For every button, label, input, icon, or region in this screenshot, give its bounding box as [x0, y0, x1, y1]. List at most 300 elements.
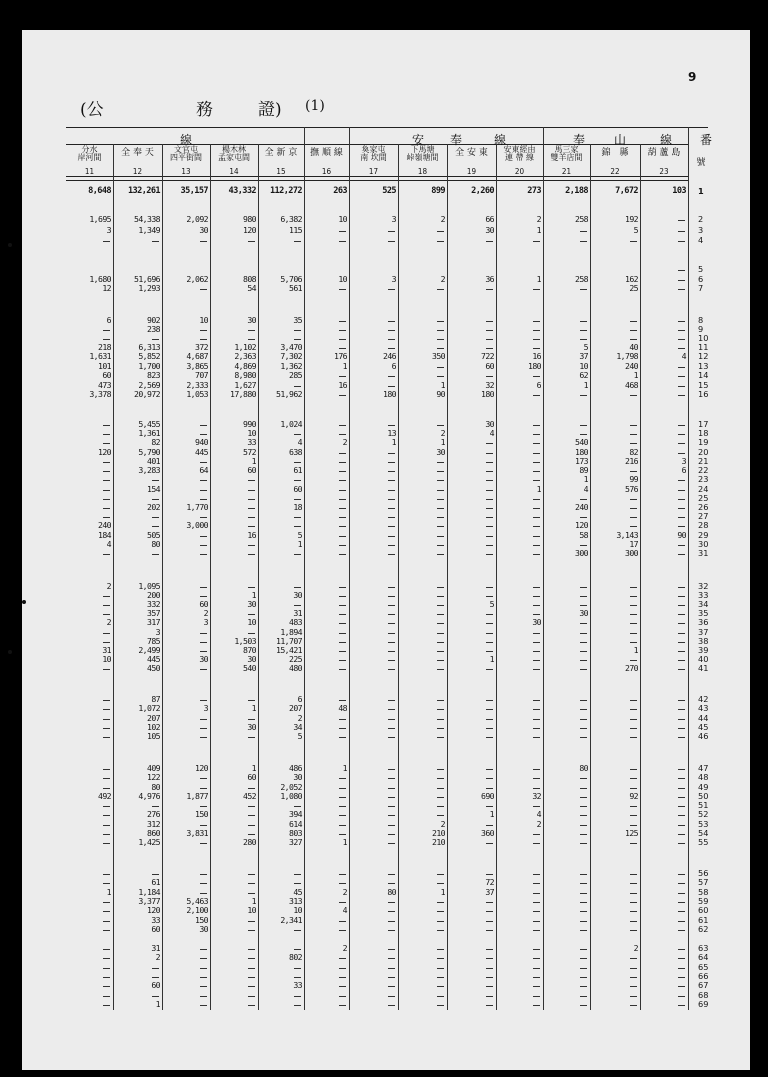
table-cell-dash: [533, 633, 540, 634]
table-cell: 10: [247, 905, 256, 915]
table-cell-dash: [248, 893, 255, 894]
title-open: (公: [80, 100, 104, 120]
table-cell-dash: [630, 737, 637, 738]
table-cell-dash: [248, 587, 255, 588]
table-cell: 5: [583, 342, 588, 352]
table-cell-dash: [486, 471, 493, 472]
table-cell: 2,341: [280, 915, 302, 925]
table-cell-dash: [103, 815, 110, 816]
table-cell-dash: [388, 623, 395, 624]
table-cell: 1: [440, 887, 445, 897]
row-number: 62: [698, 924, 709, 934]
table-cell-dash: [437, 958, 444, 959]
table-cell-dash: [200, 596, 207, 597]
table-cell-dash: [103, 902, 110, 903]
table-cell-dash: [339, 815, 346, 816]
table-cell-dash: [437, 651, 444, 652]
row-number: 19: [698, 437, 709, 447]
table-cell-dash: [248, 977, 255, 978]
table-cell-dash: [533, 526, 540, 527]
table-cell-dash: [437, 949, 444, 950]
column-header-22: 錦 縣: [601, 148, 629, 158]
table-cell: 20,972: [134, 389, 160, 399]
table-cell-dash: [103, 596, 110, 597]
table-cell: 3: [203, 617, 208, 627]
table-cell-dash: [103, 719, 110, 720]
table-cell-dash: [437, 709, 444, 710]
table-cell-dash: [103, 490, 110, 491]
table-cell-dash: [533, 480, 540, 481]
table-cell-dash: [580, 883, 587, 884]
table-cell-dash: [388, 825, 395, 826]
table-cell: 10: [247, 428, 256, 438]
table-cell-dash: [339, 499, 346, 500]
table-cell-dash: [388, 788, 395, 789]
table-cell: 350: [432, 351, 445, 361]
table-cell: 1,425: [138, 837, 160, 847]
table-cell-dash: [533, 471, 540, 472]
table-cell-dash: [437, 797, 444, 798]
table-cell-dash: [678, 958, 685, 959]
table-cell-dash: [388, 554, 395, 555]
table-rule-2: [66, 176, 688, 177]
table-cell-dash: [339, 651, 346, 652]
table-cell: 176: [334, 351, 347, 361]
table-cell-dash: [533, 642, 540, 643]
table-cell-dash: [388, 462, 395, 463]
table-cell-dash: [248, 883, 255, 884]
table-cell-dash: [103, 605, 110, 606]
table-cell: 2: [203, 608, 208, 618]
table-cell-dash: [248, 339, 255, 340]
table-cell-dash: [486, 968, 493, 969]
table-cell-dash: [248, 545, 255, 546]
table-cell: 1,770: [186, 502, 208, 512]
column-rule-4: [258, 144, 259, 1010]
table-cell-dash: [486, 642, 493, 643]
table-cell-dash: [533, 651, 540, 652]
table-cell-dash: [533, 587, 540, 588]
table-cell-dash: [248, 874, 255, 875]
table-cell: 51,962: [276, 389, 302, 399]
table-cell-dash: [678, 443, 685, 444]
table-cell-dash: [200, 996, 207, 997]
table-cell: 4: [106, 539, 111, 549]
table-cell-dash: [486, 728, 493, 729]
table-cell-dash: [294, 977, 301, 978]
table-cell-dash: [678, 834, 685, 835]
table-cell: 486: [289, 763, 302, 773]
table-cell: 1,798: [616, 351, 638, 361]
table-cell-dash: [248, 241, 255, 242]
table-cell-dash: [486, 614, 493, 615]
table-cell: 940: [195, 437, 208, 447]
row-number: 64: [698, 952, 709, 962]
table-cell: 1,894: [280, 627, 302, 637]
table-cell: 225: [289, 654, 302, 664]
column-number-21: 21: [561, 167, 572, 176]
table-cell: 33: [293, 980, 302, 990]
table-cell: 483: [289, 617, 302, 627]
table-cell: 31: [151, 943, 160, 953]
table-cell-dash: [678, 499, 685, 500]
table-cell-dash: [437, 883, 444, 884]
table-cell: 473: [98, 380, 111, 390]
row-number: 55: [698, 837, 709, 847]
table-cell: 540: [575, 437, 588, 447]
table-cell-dash: [533, 434, 540, 435]
table-cell-dash: [630, 728, 637, 729]
table-cell: 6,313: [138, 342, 160, 352]
table-cell: 30: [293, 772, 302, 782]
table-cell-dash: [437, 902, 444, 903]
row-number: 65: [698, 962, 709, 972]
table-cell-dash: [486, 545, 493, 546]
table-cell-dash: [388, 289, 395, 290]
column-number-20: 20: [514, 167, 525, 176]
table-cell-dash: [533, 289, 540, 290]
table-cell-dash: [437, 425, 444, 426]
table-cell-dash: [152, 977, 159, 978]
table-cell-dash: [437, 545, 444, 546]
table-cell: 3,831: [186, 828, 208, 838]
table-cell: 1: [155, 999, 160, 1009]
table-cell-dash: [248, 480, 255, 481]
table-cell-dash: [486, 289, 493, 290]
table-cell: 33: [247, 437, 256, 447]
table-cell: 210: [432, 837, 445, 847]
table-cell: 240: [575, 502, 588, 512]
table-cell-dash: [533, 425, 540, 426]
table-cell: 300: [625, 548, 638, 558]
table-cell-dash: [678, 930, 685, 931]
table-cell-dash: [678, 280, 685, 281]
row-number: 57: [698, 877, 709, 887]
table-cell: 803: [289, 828, 302, 838]
table-cell-dash: [486, 996, 493, 997]
table-cell-dash: [103, 669, 110, 670]
table-cell-dash: [248, 700, 255, 701]
table-cell-dash: [678, 874, 685, 875]
table-cell-dash: [152, 517, 159, 518]
table-cell: 207: [289, 703, 302, 713]
table-cell: 132,261: [127, 186, 160, 196]
row-number: 2: [698, 214, 704, 224]
table-cell-dash: [200, 642, 207, 643]
table-cell: 1,095: [138, 581, 160, 591]
table-cell: 1: [583, 474, 588, 484]
table-cell-dash: [103, 958, 110, 959]
table-cell-dash: [678, 480, 685, 481]
table-cell-dash: [486, 490, 493, 491]
table-cell: 1,877: [186, 791, 208, 801]
table-cell-dash: [339, 825, 346, 826]
table-cell: 25: [629, 283, 638, 293]
table-cell-dash: [437, 788, 444, 789]
table-cell: 120: [98, 447, 111, 457]
table-cell-dash: [339, 642, 346, 643]
table-cell: 51,696: [134, 274, 160, 284]
table-cell-dash: [678, 633, 685, 634]
table-cell: 2: [342, 437, 347, 447]
table-cell-dash: [678, 700, 685, 701]
table-cell-dash: [388, 499, 395, 500]
table-cell: 150: [195, 809, 208, 819]
table-cell: 66: [485, 214, 494, 224]
table-cell: 2: [106, 617, 111, 627]
table-cell-dash: [486, 348, 493, 349]
table-cell-dash: [388, 453, 395, 454]
table-cell-dash: [486, 330, 493, 331]
table-cell-dash: [388, 737, 395, 738]
table-cell-dash: [339, 587, 346, 588]
table-cell-dash: [388, 921, 395, 922]
table-cell: 980: [243, 214, 256, 224]
table-cell-dash: [248, 996, 255, 997]
table-cell-dash: [339, 614, 346, 615]
table-cell-dash: [630, 977, 637, 978]
table-cell: 2,092: [186, 214, 208, 224]
table-cell-dash: [388, 425, 395, 426]
row-number: 54: [698, 828, 709, 838]
table-cell: 87: [151, 694, 160, 704]
table-cell-dash: [486, 843, 493, 844]
table-cell: 2,363: [234, 351, 256, 361]
table-cell-dash: [200, 806, 207, 807]
table-cell-dash: [248, 949, 255, 950]
table-cell-dash: [339, 289, 346, 290]
table-cell-dash: [294, 526, 301, 527]
table-cell-dash: [486, 499, 493, 500]
table-cell-dash: [678, 893, 685, 894]
table-cell-dash: [388, 545, 395, 546]
table-cell-dash: [437, 321, 444, 322]
table-cell-dash: [103, 921, 110, 922]
table-cell-dash: [437, 596, 444, 597]
table-cell: 327: [289, 837, 302, 847]
table-cell-dash: [200, 241, 207, 242]
table-cell-dash: [533, 443, 540, 444]
table-cell-dash: [388, 614, 395, 615]
table-cell: 2,333: [186, 380, 208, 390]
table-cell-dash: [294, 587, 301, 588]
table-cell-dash: [339, 660, 346, 661]
table-cell-dash: [200, 669, 207, 670]
column-number-17: 17: [368, 167, 379, 176]
table-cell: 2: [440, 819, 445, 829]
table-cell-dash: [678, 1005, 685, 1006]
table-cell: 122: [147, 772, 160, 782]
table-cell-dash: [486, 462, 493, 463]
table-cell-dash: [580, 797, 587, 798]
table-cell-dash: [200, 462, 207, 463]
table-cell: 690: [481, 791, 494, 801]
table-cell-dash: [388, 769, 395, 770]
table-cell-dash: [486, 554, 493, 555]
table-cell-dash: [103, 825, 110, 826]
row-number: 23: [698, 474, 709, 484]
table-cell: 12: [102, 283, 111, 293]
table-cell: 37: [579, 351, 588, 361]
table-cell-dash: [248, 330, 255, 331]
table-cell: 10: [293, 905, 302, 915]
row-number: 21: [698, 456, 709, 466]
table-cell: 3,377: [138, 896, 160, 906]
table-cell: 90: [436, 389, 445, 399]
table-cell-dash: [630, 526, 637, 527]
table-cell-dash: [486, 737, 493, 738]
table-cell: 6: [681, 465, 686, 475]
table-cell-dash: [200, 949, 207, 950]
column-rule-2: [162, 144, 163, 1010]
table-cell-dash: [294, 462, 301, 463]
table-cell: 332: [147, 599, 160, 609]
table-cell-dash: [437, 930, 444, 931]
table-cell: 72: [485, 877, 494, 887]
table-cell-dash: [580, 949, 587, 950]
table-cell-dash: [630, 623, 637, 624]
row-number: 56: [698, 868, 709, 878]
table-cell-dash: [388, 986, 395, 987]
column-header-17: 奐家屯 南 坎間: [360, 145, 387, 162]
table-cell: 1: [391, 437, 396, 447]
table-cell-dash: [388, 480, 395, 481]
table-cell-dash: [533, 1005, 540, 1006]
table-cell-dash: [678, 395, 685, 396]
table-cell: 1,293: [138, 283, 160, 293]
table-cell-dash: [630, 806, 637, 807]
table-cell-dash: [339, 1005, 346, 1006]
row-number: 49: [698, 782, 709, 792]
group-label-0: 線: [180, 133, 195, 147]
table-cell-dash: [678, 949, 685, 950]
table-cell-dash: [678, 348, 685, 349]
table-cell-dash: [486, 700, 493, 701]
table-cell-dash: [200, 700, 207, 701]
table-cell: 5,706: [280, 274, 302, 284]
table-cell-dash: [533, 728, 540, 729]
table-cell-dash: [533, 669, 540, 670]
table-cell: 105: [147, 731, 160, 741]
table-cell-dash: [294, 339, 301, 340]
table-cell-dash: [486, 958, 493, 959]
table-cell-dash: [580, 330, 587, 331]
table-cell: 10: [102, 654, 111, 664]
table-cell: 3,143: [616, 530, 638, 540]
table-cell: 150: [195, 915, 208, 925]
group-label-6: 線: [660, 133, 675, 147]
table-cell-dash: [248, 815, 255, 816]
table-cell-dash: [630, 587, 637, 588]
table-cell-dash: [486, 788, 493, 789]
table-cell: 218: [98, 342, 111, 352]
table-cell-dash: [678, 605, 685, 606]
column-number-14: 14: [229, 167, 239, 176]
table-cell: 180: [383, 389, 396, 399]
table-cell-dash: [533, 788, 540, 789]
table-cell-dash: [678, 376, 685, 377]
table-cell-dash: [580, 321, 587, 322]
table-cell-dash: [437, 490, 444, 491]
table-cell: 60: [199, 599, 208, 609]
table-cell-dash: [486, 825, 493, 826]
table-cell: 30: [247, 722, 256, 732]
table-cell-dash: [388, 958, 395, 959]
row-number: 27: [698, 511, 709, 521]
table-cell: 870: [243, 645, 256, 655]
table-cell-dash: [678, 737, 685, 738]
table-cell-dash: [630, 434, 637, 435]
table-cell-dash: [200, 728, 207, 729]
table-cell-dash: [339, 376, 346, 377]
row-number: 58: [698, 887, 709, 897]
table-cell: 401: [147, 456, 160, 466]
table-cell-dash: [103, 709, 110, 710]
table-cell: 1: [440, 437, 445, 447]
table-cell-dash: [103, 508, 110, 509]
table-cell-dash: [248, 806, 255, 807]
table-cell-dash: [200, 843, 207, 844]
table-cell-dash: [388, 517, 395, 518]
table-cell-dash: [486, 778, 493, 779]
table-cell-dash: [339, 874, 346, 875]
table-cell-dash: [103, 728, 110, 729]
table-cell-dash: [678, 709, 685, 710]
table-cell-dash: [103, 778, 110, 779]
table-cell: 40: [629, 342, 638, 352]
table-cell-dash: [200, 434, 207, 435]
table-cell: 1,184: [138, 887, 160, 897]
table-cell-dash: [486, 874, 493, 875]
table-cell-dash: [339, 462, 346, 463]
group-label-4: 奉: [573, 133, 588, 147]
table-cell-dash: [678, 642, 685, 643]
table-cell-dash: [678, 651, 685, 652]
table-cell-dash: [248, 930, 255, 931]
table-cell-dash: [388, 977, 395, 978]
table-cell: 258: [575, 274, 588, 284]
table-cell: 216: [625, 456, 638, 466]
table-cell-dash: [437, 526, 444, 527]
table-cell-dash: [294, 517, 301, 518]
group-label-3: 線: [494, 133, 509, 147]
table-cell: 2: [106, 581, 111, 591]
table-cell: 112,272: [269, 186, 302, 196]
table-cell-dash: [486, 806, 493, 807]
table-cell-dash: [580, 977, 587, 978]
table-cell: 10: [579, 361, 588, 371]
table-cell-dash: [339, 728, 346, 729]
table-cell-dash: [339, 977, 346, 978]
table-cell-dash: [630, 1005, 637, 1006]
table-cell-dash: [339, 231, 346, 232]
table-cell-dash: [580, 893, 587, 894]
group-label-1: 安: [412, 133, 427, 147]
table-cell: 30: [199, 225, 208, 235]
table-cell-dash: [580, 545, 587, 546]
table-cell-dash: [248, 1005, 255, 1006]
table-cell-dash: [339, 737, 346, 738]
row-number: 3: [698, 225, 704, 235]
column-rule-3: [210, 144, 211, 1010]
table-cell: 30: [199, 924, 208, 934]
table-cell-dash: [339, 339, 346, 340]
table-cell-dash: [339, 719, 346, 720]
table-cell: 35: [293, 315, 302, 325]
column-header-20: 安東經由 連 帶 線: [503, 145, 536, 162]
table-cell: 31: [102, 645, 111, 655]
table-cell-dash: [339, 508, 346, 509]
